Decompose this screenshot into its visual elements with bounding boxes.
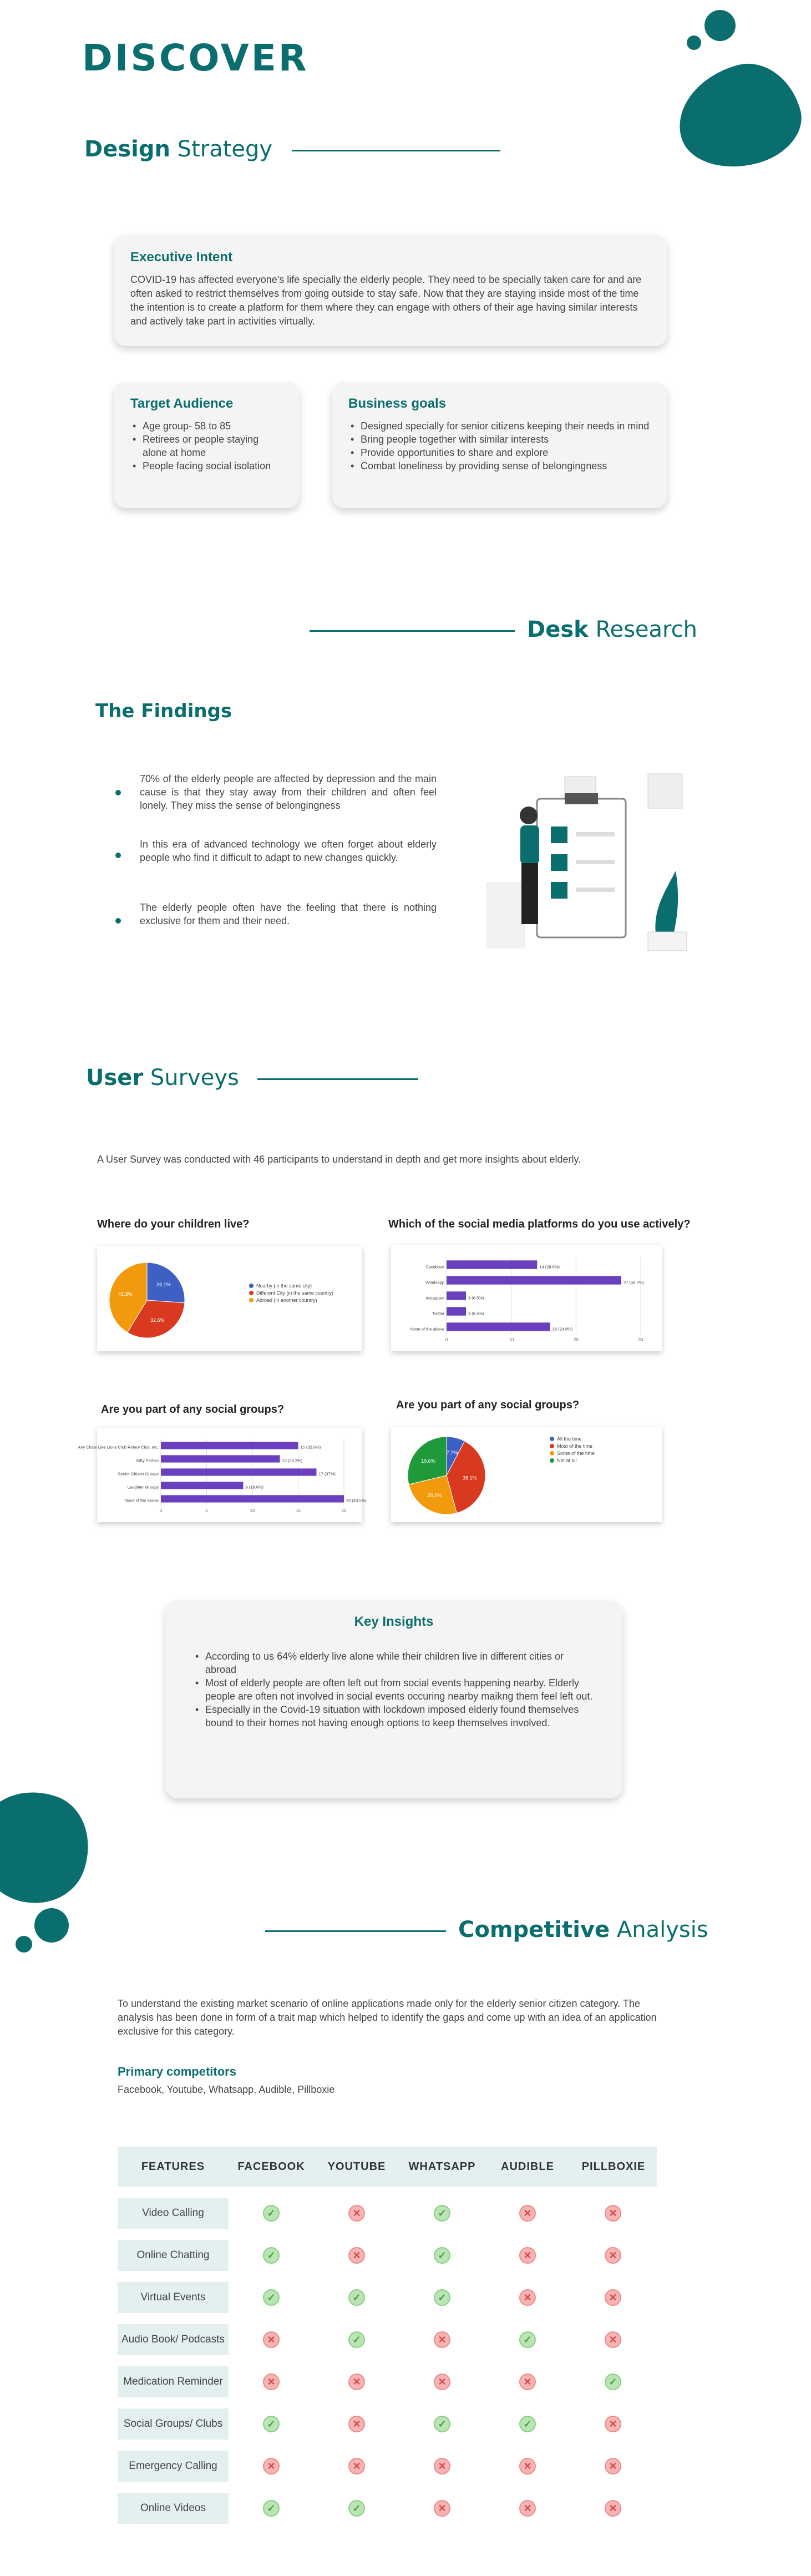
slice-label: 19.6% bbox=[421, 1458, 435, 1464]
tick-label: 15 bbox=[296, 1508, 301, 1513]
target-audience-card bbox=[114, 383, 300, 508]
value-label: 15 (32.6%) bbox=[300, 1444, 321, 1450]
feature-cell: Audio Book/ Podcasts bbox=[118, 2324, 229, 2355]
bar bbox=[447, 1291, 466, 1300]
check-icon: ✓ bbox=[519, 2331, 536, 2348]
check-icon: ✓ bbox=[434, 2416, 450, 2432]
business-goals-card bbox=[332, 383, 667, 508]
column-header: AUDIBLE bbox=[485, 2147, 570, 2187]
support-cell bbox=[485, 2366, 570, 2397]
support-cell bbox=[399, 2324, 485, 2355]
tick-label: 20 bbox=[341, 1508, 347, 1513]
decorative-circle-left-small bbox=[16, 1936, 32, 1953]
business-goals-title: Business goals bbox=[348, 396, 447, 411]
decorative-circle-large bbox=[704, 10, 736, 41]
cross-icon: ✕ bbox=[519, 2500, 536, 2517]
value-label: 3 (6.5%) bbox=[468, 1311, 484, 1316]
support-cell bbox=[314, 2240, 399, 2271]
cross-icon: ✕ bbox=[519, 2205, 536, 2222]
table-row bbox=[118, 2451, 657, 2482]
check-icon: ✓ bbox=[348, 2500, 365, 2517]
support-cell bbox=[229, 2493, 314, 2524]
finding-bullet bbox=[115, 918, 121, 924]
cross-icon: ✕ bbox=[605, 2205, 621, 2222]
decorative-blob-top-right bbox=[667, 53, 810, 181]
decorative-circle-small bbox=[687, 36, 701, 50]
tick-label: 0 bbox=[445, 1337, 448, 1342]
pie-chart-social-groups bbox=[391, 1427, 662, 1522]
support-cell bbox=[314, 2451, 399, 2482]
support-cell bbox=[314, 2282, 399, 2313]
legend-swatch bbox=[249, 1284, 254, 1288]
category-label: Instagram bbox=[425, 1295, 444, 1301]
goal-item: • Bring people together with similar interests bbox=[348, 433, 651, 446]
table-row bbox=[118, 2366, 657, 2397]
executive-intent-card bbox=[114, 235, 667, 346]
support-cell bbox=[570, 2198, 656, 2229]
category-label: Any Clubs Like Lions Club Rotary Club, etc. bbox=[78, 1444, 159, 1450]
cross-icon: ✕ bbox=[434, 2374, 450, 2390]
cross-icon: ✕ bbox=[605, 2247, 621, 2264]
bar bbox=[447, 1322, 550, 1331]
check-icon: ✓ bbox=[263, 2416, 280, 2432]
chart-social-groups-pie bbox=[391, 1427, 662, 1522]
support-cell bbox=[399, 2282, 485, 2313]
cross-icon: ✕ bbox=[263, 2458, 280, 2474]
cross-icon: ✕ bbox=[605, 2331, 621, 2348]
cross-icon: ✕ bbox=[605, 2416, 621, 2432]
support-cell bbox=[229, 2408, 314, 2440]
support-cell bbox=[314, 2198, 399, 2229]
legend-swatch bbox=[249, 1291, 254, 1295]
finding-text: In this era of advanced technology we often forget about elderly people who find it difficult to adapt to new changes quickly. bbox=[140, 839, 437, 863]
check-icon: ✓ bbox=[434, 2247, 450, 2264]
category-label: Laughter Groups bbox=[127, 1484, 159, 1490]
bar bbox=[447, 1276, 621, 1284]
support-cell bbox=[485, 2282, 570, 2313]
column-header: WHATSAPP bbox=[399, 2147, 485, 2187]
support-cell bbox=[485, 2240, 570, 2271]
table-row bbox=[118, 2324, 657, 2355]
pie-chart-children bbox=[97, 1246, 362, 1351]
survey-intro: A User Survey was conducted with 46 participants to understand in depth and get more insights about elderly. bbox=[97, 1154, 581, 1165]
table-header bbox=[118, 2147, 657, 2187]
cross-icon: ✕ bbox=[434, 2500, 450, 2517]
support-cell bbox=[570, 2493, 656, 2524]
findings-title: The Findings bbox=[95, 700, 232, 722]
value-label: 20 (43.5%) bbox=[346, 1498, 367, 1503]
value-label: 27 (58.7%) bbox=[624, 1280, 644, 1285]
competitive-intro: To understand the existing market scenario of online applications made only for the elderly senior citizen category. The analysis has been done in form of a trait map which helped to identify the gaps and come up with an idea of an application exclusive for this category. bbox=[118, 1998, 657, 2037]
chart-social-media bbox=[391, 1245, 662, 1351]
primary-competitors-title: Primary competitors bbox=[118, 2065, 236, 2078]
finding-bullet bbox=[115, 790, 121, 795]
support-cell bbox=[314, 2366, 399, 2397]
bar bbox=[447, 1307, 466, 1315]
support-cell bbox=[485, 2198, 570, 2229]
value-label: 14 (28.6%) bbox=[539, 1264, 560, 1270]
cross-icon: ✕ bbox=[519, 2374, 536, 2390]
support-cell bbox=[570, 2282, 656, 2313]
category-label: None of the above bbox=[410, 1326, 444, 1332]
page-title: DISCOVER bbox=[82, 37, 309, 79]
legend-swatch bbox=[249, 1298, 254, 1302]
insight-item: • Especially in the Covid-19 situation with lockdown imposed elderly found themselves bound to their homes not having enough options to keep themselves involved. bbox=[193, 1703, 595, 1730]
legend-label: Abroad (in another country) bbox=[256, 1297, 317, 1303]
category-label: Twitter bbox=[432, 1311, 444, 1316]
legend-label: Different City (in the same country) bbox=[256, 1290, 333, 1296]
cross-icon: ✕ bbox=[434, 2458, 450, 2474]
tick-label: 5 bbox=[205, 1508, 208, 1513]
survey-question-4: Are you part of any social groups? bbox=[396, 1399, 580, 1411]
feature-cell: Virtual Events bbox=[118, 2282, 229, 2313]
goal-item: • Designed specially for senior citizens keeping their needs in mind bbox=[348, 419, 651, 433]
support-cell bbox=[570, 2366, 656, 2397]
check-icon: ✓ bbox=[263, 2289, 280, 2306]
desk-research-heading: Desk Research bbox=[310, 617, 697, 642]
executive-intent-title: Executive Intent bbox=[130, 250, 233, 265]
finding-text: 70% of the elderly people are affected by depression and the main cause is that they stay away from their children and often feel lonely. They miss the sense of belongingness bbox=[140, 773, 437, 811]
support-cell bbox=[485, 2324, 570, 2355]
value-label: 16 (24.8%) bbox=[552, 1326, 573, 1332]
bar bbox=[161, 1468, 317, 1475]
audience-item: • Age group- 58 to 85 bbox=[130, 419, 283, 433]
support-cell bbox=[399, 2198, 485, 2229]
cross-icon: ✕ bbox=[348, 2205, 365, 2222]
decorative-blob-left bbox=[0, 1776, 104, 1918]
tick-label: 0 bbox=[159, 1508, 163, 1513]
value-label: 3 (6.5%) bbox=[468, 1295, 484, 1301]
category-label: Whatsapp bbox=[425, 1280, 444, 1285]
goal-item: • Combat loneliness by providing sense of belongingness bbox=[348, 459, 651, 473]
tick-label: 10 bbox=[509, 1337, 514, 1342]
support-cell bbox=[399, 2366, 485, 2397]
feature-cell: Emergency Calling bbox=[118, 2451, 229, 2482]
category-label: None of the above bbox=[124, 1498, 159, 1503]
table-row bbox=[118, 2493, 657, 2524]
column-header: PILLBOXIE bbox=[570, 2147, 657, 2187]
slice-label: 7.7% bbox=[446, 1450, 458, 1456]
slice-label: 26.1% bbox=[156, 1282, 171, 1288]
support-cell bbox=[399, 2408, 485, 2440]
finding-text: The elderly people often have the feeling that there is nothing exclusive for them and their need. bbox=[140, 902, 437, 926]
user-surveys-heading: User Surveys bbox=[86, 1065, 418, 1091]
legend-label: Not at all bbox=[557, 1458, 577, 1463]
cross-icon: ✕ bbox=[348, 2458, 365, 2474]
cross-icon: ✕ bbox=[605, 2458, 621, 2474]
support-cell bbox=[229, 2240, 314, 2271]
audience-item: • Retirees or people staying alone at home bbox=[130, 433, 283, 459]
chart-children-live bbox=[97, 1246, 362, 1351]
cross-icon: ✕ bbox=[605, 2500, 621, 2517]
value-label: 9 (19.6%) bbox=[245, 1484, 264, 1490]
legend-swatch bbox=[550, 1458, 554, 1463]
check-icon: ✓ bbox=[605, 2374, 621, 2390]
column-header: YOUTUBE bbox=[314, 2147, 399, 2187]
survey-question-1: Where do your children live? bbox=[97, 1218, 250, 1230]
trait-map-table bbox=[118, 2147, 657, 2524]
category-label: Kitty Parties bbox=[136, 1458, 159, 1463]
decorative-circle-left-large bbox=[34, 1908, 69, 1943]
support-cell bbox=[485, 2408, 570, 2440]
cross-icon: ✕ bbox=[348, 2374, 365, 2390]
feature-cell: Online Chatting bbox=[118, 2240, 229, 2271]
support-cell bbox=[229, 2324, 314, 2355]
key-insights-card bbox=[165, 1601, 622, 1798]
legend-swatch bbox=[550, 1444, 554, 1448]
cross-icon: ✕ bbox=[348, 2247, 365, 2264]
bar-chart-social-media bbox=[391, 1245, 662, 1351]
tick-label: 30 bbox=[638, 1337, 643, 1342]
cross-icon: ✕ bbox=[519, 2289, 536, 2306]
slice-label: 32.6% bbox=[150, 1317, 165, 1324]
support-cell bbox=[229, 2282, 314, 2313]
tick-label: 20 bbox=[573, 1337, 579, 1342]
bar bbox=[161, 1482, 244, 1489]
insight-item: • Most of elderly people are often left out from social events happening nearby. Elderly people are often not involved in social events occuring nearby maikng them feel left out. bbox=[193, 1676, 595, 1703]
executive-intent-text: COVID-19 has affected everyone's life specially the elderly people. They need to be specially taken care for and are often asked to restrict themselves from going outside to stay safe. Now that they are staying inside most of the time the intention is to create a platform for them where they can engage with others of their age having similar interests and actively take part in activities virtually. bbox=[130, 274, 642, 327]
slice-label: 41.3% bbox=[118, 1291, 133, 1297]
chart-social-groups-bar bbox=[78, 1428, 367, 1522]
value-label: 17 (37%) bbox=[318, 1471, 336, 1477]
support-cell bbox=[485, 2451, 570, 2482]
table-row bbox=[118, 2240, 657, 2271]
feature-cell: Social Groups/ Clubs bbox=[118, 2408, 229, 2440]
check-icon: ✓ bbox=[263, 2205, 280, 2222]
table-row bbox=[118, 2198, 657, 2229]
check-icon: ✓ bbox=[348, 2331, 365, 2348]
legend-label: All the time bbox=[557, 1436, 582, 1442]
support-cell bbox=[570, 2324, 656, 2355]
cross-icon: ✕ bbox=[519, 2458, 536, 2474]
support-cell bbox=[314, 2408, 399, 2440]
support-cell bbox=[570, 2451, 656, 2482]
finding-bullet bbox=[115, 853, 121, 858]
category-label: Senior Citizen Groups bbox=[118, 1471, 159, 1477]
target-audience-title: Target Audience bbox=[130, 396, 234, 411]
legend-label: Nearby (in the same city) bbox=[256, 1283, 312, 1289]
primary-competitors-list: Facebook, Youtube, Whatsapp, Audible, Pillboxie bbox=[118, 2084, 335, 2095]
legend-label: Some of the time bbox=[557, 1451, 595, 1456]
category-label: Facebook bbox=[426, 1264, 444, 1270]
check-icon: ✓ bbox=[263, 2500, 280, 2517]
check-icon: ✓ bbox=[263, 2247, 280, 2264]
legend-label: Most of the time bbox=[557, 1443, 593, 1449]
support-cell bbox=[314, 2324, 399, 2355]
cross-icon: ✕ bbox=[434, 2331, 450, 2348]
bar bbox=[161, 1442, 298, 1449]
check-icon: ✓ bbox=[434, 2289, 450, 2306]
cross-icon: ✕ bbox=[605, 2289, 621, 2306]
cross-icon: ✕ bbox=[263, 2374, 280, 2390]
checklist-illustration bbox=[481, 771, 692, 954]
table-row bbox=[118, 2408, 657, 2440]
support-cell bbox=[485, 2493, 570, 2524]
insight-item: • According to us 64% elderly live alone while their children live in different cities or abroad bbox=[193, 1650, 595, 1676]
check-icon: ✓ bbox=[434, 2205, 450, 2222]
bar bbox=[161, 1455, 280, 1462]
support-cell bbox=[399, 2240, 485, 2271]
support-cell bbox=[229, 2366, 314, 2397]
column-header: FEATURES bbox=[118, 2147, 229, 2187]
column-header: FACEBOOK bbox=[229, 2147, 314, 2187]
support-cell bbox=[570, 2240, 656, 2271]
legend-swatch bbox=[550, 1451, 554, 1456]
goal-item: • Provide opportunities to share and explore bbox=[348, 446, 651, 459]
bar bbox=[161, 1495, 344, 1502]
bar-chart-social-groups bbox=[78, 1428, 367, 1522]
value-label: 13 (28.3%) bbox=[282, 1458, 303, 1463]
slice-label: 38.1% bbox=[462, 1475, 477, 1481]
support-cell bbox=[399, 2493, 485, 2524]
support-cell bbox=[314, 2493, 399, 2524]
design-strategy-heading: Design Strategy bbox=[84, 136, 500, 162]
support-cell bbox=[570, 2408, 656, 2440]
bar bbox=[447, 1260, 537, 1269]
key-insights-title: Key Insights bbox=[354, 1614, 434, 1629]
feature-cell: Online Videos bbox=[118, 2493, 229, 2524]
support-cell bbox=[399, 2451, 485, 2482]
feature-cell: Medication Reminder bbox=[118, 2366, 229, 2397]
table-row bbox=[118, 2282, 657, 2313]
competitive-analysis-heading: Competitive Analysis bbox=[265, 1917, 708, 1943]
survey-question-2: Which of the social media platforms do you use actively? bbox=[388, 1218, 691, 1230]
feature-cell: Video Calling bbox=[118, 2198, 229, 2229]
cross-icon: ✕ bbox=[519, 2247, 536, 2264]
audience-item: • People facing social isolation bbox=[130, 459, 283, 473]
check-icon: ✓ bbox=[348, 2289, 365, 2306]
support-cell bbox=[229, 2198, 314, 2229]
support-cell bbox=[229, 2451, 314, 2482]
legend-swatch bbox=[550, 1437, 554, 1441]
tick-label: 10 bbox=[250, 1508, 255, 1513]
cross-icon: ✕ bbox=[348, 2416, 365, 2432]
cross-icon: ✕ bbox=[263, 2331, 280, 2348]
check-icon: ✓ bbox=[519, 2416, 536, 2432]
slice-label: 25.5% bbox=[427, 1493, 442, 1499]
survey-question-3: Are you part of any social groups? bbox=[101, 1403, 285, 1416]
